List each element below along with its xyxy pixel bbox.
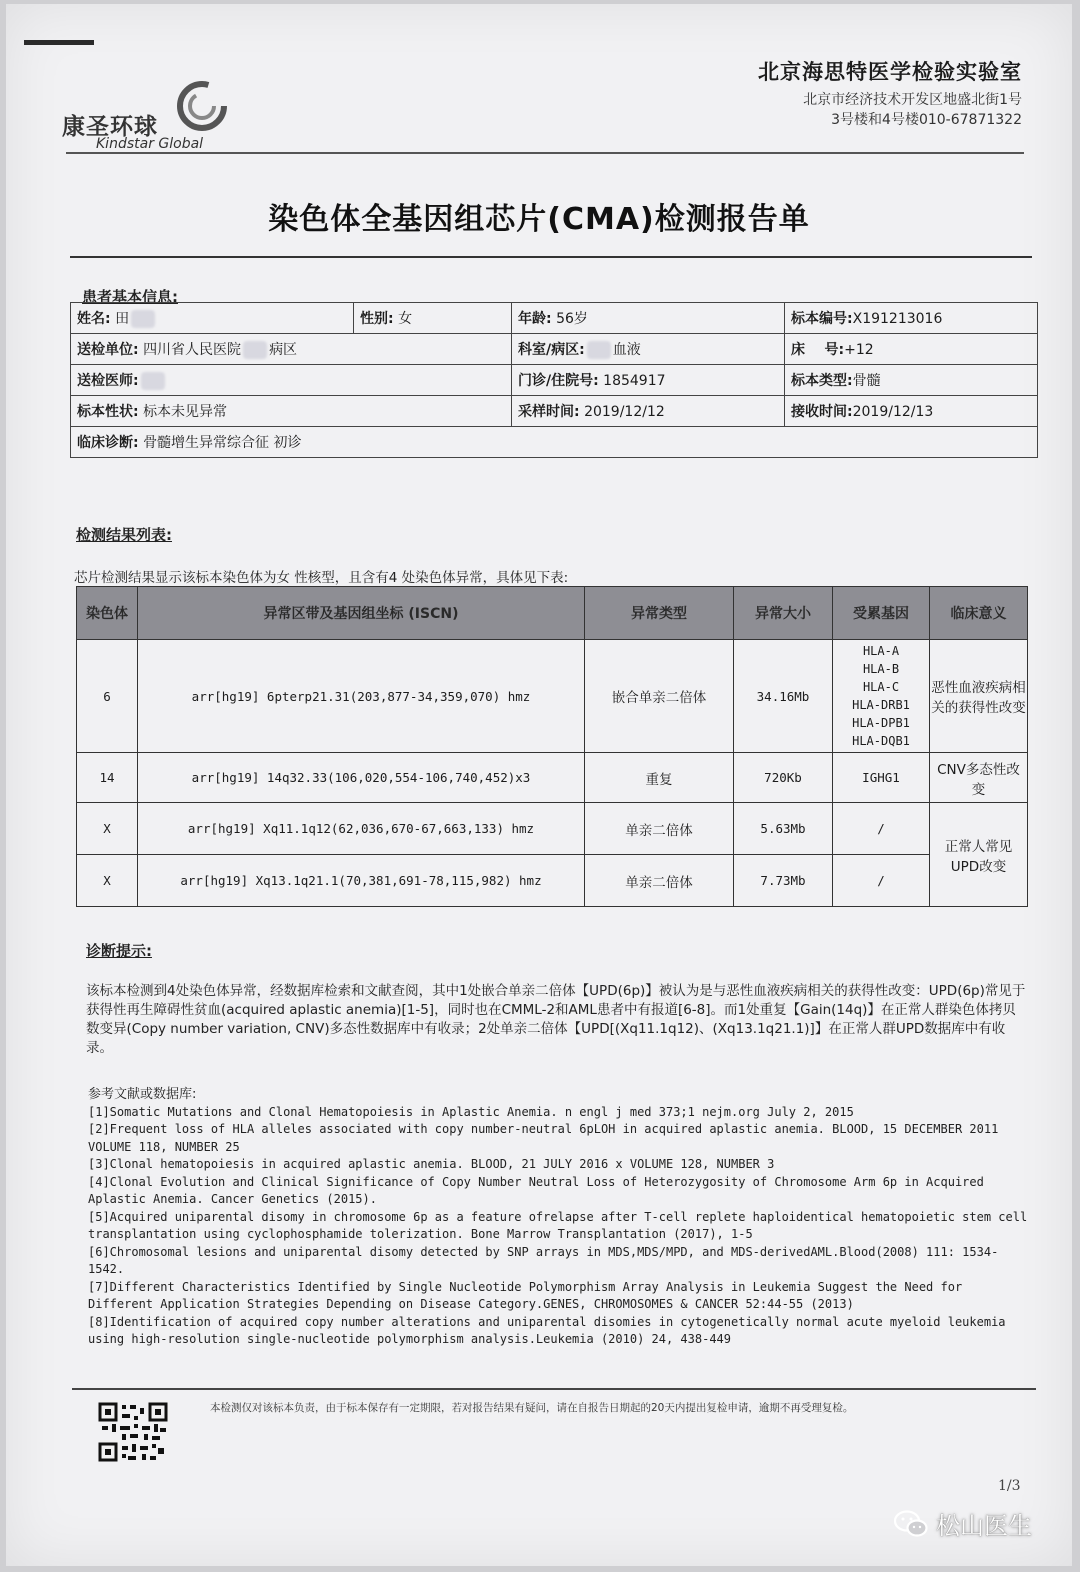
- iscn-cell: arr[hg19] 14q32.33(106,020,554-106,740,452)x3: [138, 753, 585, 803]
- reference-item: [7]Different Characteristics Identified by Single Nucleotide Polymorphism Array Analysis in Leukemia Suggest the Need for Different Application Strategies Depending on Disease Category.GENES, CHROMOSOMES & CANCER 52:44-55 (2013): [88, 1279, 970, 1311]
- chr-cell: 14: [77, 753, 138, 803]
- wechat-icon: [894, 1510, 928, 1538]
- dept-label: 科室/病区:: [518, 342, 585, 358]
- report-title: 染色体全基因组芯片(CMA)检测报告单: [268, 202, 810, 237]
- page-number: 1/3: [998, 1478, 1021, 1494]
- receive-value: 2019/12/13: [852, 404, 934, 420]
- receive-label: 接收时间:: [791, 404, 853, 420]
- header-divider: [66, 152, 1024, 154]
- name-cell: [71, 303, 354, 334]
- col-header: 染色体: [77, 587, 138, 640]
- logo-swirl-icon: [174, 78, 230, 134]
- patient-section-label: 患者基本信息:: [82, 288, 178, 306]
- type-cell: 重复: [585, 753, 734, 803]
- reference-item: [8]Identification of acquired copy number alterations and uniparental disomies in cytogenetically normal acute myeloid leukemia using high-resolution single-nucleotide polymorphism analysis.Leukemia (2010) 24, 438-449: [88, 1314, 1013, 1346]
- doctor-label: 送检医师:: [77, 373, 139, 389]
- diagnosis-label: 临床诊断:: [77, 435, 139, 451]
- reference-item: [3]Clonal hematopoiesis in acquired aplastic anemia. BLOOD, 21 JULY 2016 x VOLUME 128, NUMBER 3: [88, 1157, 775, 1171]
- age-cell: [512, 303, 785, 334]
- significance-cell: 恶性血液疾病相关的获得性改变: [930, 640, 1028, 753]
- name-value: 田: [115, 311, 130, 327]
- kindstar-logo: [62, 78, 242, 158]
- lab-address-1: 北京市经济技术开发区地盛北街1号: [803, 92, 1022, 108]
- size-cell: 5.63Mb: [734, 803, 833, 855]
- unit-label: 送检单位:: [77, 342, 139, 358]
- redaction: [141, 372, 165, 390]
- results-section-label: 检测结果列表:: [76, 526, 172, 544]
- sample-state-value: 标本未见异常: [143, 404, 228, 420]
- iscn-cell: arr[hg19] Xq11.1q12(62,036,670-67,663,133) hmz: [138, 803, 585, 855]
- sex-label: 性别:: [360, 311, 394, 327]
- sample-no-cell: [785, 303, 1038, 334]
- significance-cell: 正常人常见UPD改变: [930, 803, 1028, 907]
- genes-cell: IGHG1: [833, 753, 930, 803]
- results-header-row: [77, 587, 1028, 640]
- sex-value: 女: [398, 311, 413, 327]
- table-row: [77, 855, 1028, 907]
- col-header: 受累基因: [833, 587, 930, 640]
- patient-info-table: [70, 302, 1038, 458]
- sample-no-label: 标本编号:: [791, 311, 853, 327]
- logo-english-name: Kindstar Global: [96, 136, 204, 152]
- iscn-cell: arr[hg19] 6pterp21.31(203,877-34,359,070) hmz: [138, 640, 585, 753]
- sample-type-value: 骨髓: [852, 373, 881, 389]
- genes-cell: /: [833, 803, 930, 855]
- gene: HLA-B: [862, 662, 900, 676]
- report-page: [6, 4, 1072, 1566]
- sample-type-label: 标本类型:: [791, 373, 853, 389]
- collect-cell: [512, 396, 785, 427]
- footer-divider: [72, 1388, 1036, 1390]
- diagnosis-cell: [71, 427, 1038, 458]
- bed-label: 床 号:: [791, 342, 845, 358]
- inpatient-value: 1854917: [603, 373, 666, 389]
- size-cell: 7.73Mb: [734, 855, 833, 907]
- inpatient-label: 门诊/住院号:: [518, 373, 599, 389]
- dept-value: 血液: [612, 342, 641, 358]
- chr-cell: X: [77, 803, 138, 855]
- reference-item: [4]Clonal Evolution and Clinical Significance of Copy Number Neutral Loss of Heterozygosity of Chromosome Arm 6p in Acquired Aplastic Anemia. Cancer Genetics (2015).: [88, 1174, 992, 1206]
- doctor-cell: [71, 365, 512, 396]
- lab-header: [758, 56, 1022, 130]
- reference-item: [1]Somatic Mutations and Clonal Hematopoiesis in Aplastic Anemia. n engl j med 373;1 nejm.org July 2, 2015: [88, 1104, 854, 1119]
- diagnosis-hint-text: 该标本检测到4处染色体异常，经数据库检索和文献查阅，其中1处嵌合单亲二倍体【UPD(6p)】被认为是与恶性血液疾病相关的获得性改变：UPD(6p)常见于获得性再生障碍性贫血(acquired aplastic anemia)[1-5]，同时也在CMML-2和AML患者中有报道[6-8]。而1处重复【Gain(14q)】在正常人群染色体拷贝数变异(Copy number variation, CNV)多态性数据库中有收录；2处单亲二倍体【UPD[(Xq11.1q12)、(Xq13.1q21.1)]】在正常人群UPD数据库中有收录。: [86, 983, 1026, 1056]
- type-cell: 单亲二倍体: [585, 803, 734, 855]
- reference-item: [5]Acquired uniparental disomy in chromosome 6p as a feature ofrelapse after T-cell replete haploidentical hematopoietic stem cell transplantation using cyclophosphamide tolerization. Bone Marrow Transplantation (2017), 1-5: [88, 1209, 1035, 1241]
- unit-cell: [71, 334, 512, 365]
- gene: HLA-DQB1: [852, 734, 910, 748]
- size-cell: 34.16Mb: [734, 640, 833, 753]
- dept-cell: [512, 334, 785, 365]
- sample-type-cell: [785, 365, 1038, 396]
- col-header: 临床意义: [930, 587, 1028, 640]
- gene: HLA-A: [862, 644, 900, 658]
- ward-suffix: 病区: [269, 342, 298, 358]
- sample-no-value: X191213016: [852, 311, 943, 327]
- qr-code-icon: [98, 1402, 168, 1462]
- collect-value: 2019/12/12: [584, 404, 665, 420]
- lab-name: 北京海思特医学检验实验室: [758, 59, 1022, 84]
- gene: HLA-C: [862, 680, 900, 694]
- gene: HLA-DRB1: [852, 698, 910, 712]
- table-row: [77, 803, 1028, 855]
- genes-cell: [833, 640, 930, 753]
- disclaimer: 本检测仅对该标本负责，由于标本保存有一定期限，若对报告结果有疑问，请在自报告日期起的20天内提出复检申请，逾期不再受理复检。: [210, 1402, 854, 1414]
- sex-cell: [354, 303, 512, 334]
- watermark: [894, 1506, 1032, 1541]
- col-header: 异常大小: [734, 587, 833, 640]
- name-label: 姓名:: [77, 311, 111, 327]
- results-summary: 芯片检测结果显示该标本染色体为女 性核型，且含有4 处染色体异常，具体见下表:: [74, 570, 569, 586]
- redaction: [587, 341, 611, 359]
- age-value: 56岁: [556, 311, 588, 327]
- significance-cell: CNV多态性改变: [930, 753, 1028, 803]
- unit-value: 四川省人民医院: [143, 342, 242, 358]
- redaction: [243, 341, 267, 359]
- col-header: 异常区带及基因组坐标 (ISCN): [138, 587, 585, 640]
- lab-address-2: 3号楼和4号楼010-67871322: [831, 112, 1022, 128]
- bed-cell: [785, 334, 1038, 365]
- references: [88, 1086, 1035, 1349]
- size-cell: 720Kb: [734, 753, 833, 803]
- type-cell: 单亲二倍体: [585, 855, 734, 907]
- collect-label: 采样时间:: [518, 404, 580, 420]
- reference-item: [2]Frequent loss of HLA alleles associated with copy number-neutral 6pLOH in acquired aplastic anemia. BLOOD, 15 DECEMBER 2011 VOLUME 118, NUMBER 25: [88, 1122, 1006, 1154]
- logo-chinese-name: 康圣环球: [62, 114, 158, 140]
- chr-cell: X: [77, 855, 138, 907]
- diagnosis-hint-label: 诊断提示:: [86, 942, 152, 960]
- title-divider: [70, 256, 1032, 258]
- references-label: 参考文献或数据库:: [88, 1087, 197, 1102]
- col-header: 异常类型: [585, 587, 734, 640]
- type-cell: 嵌合单亲二倍体: [585, 640, 734, 753]
- table-row: [77, 753, 1028, 803]
- genes-cell: /: [833, 855, 930, 907]
- redaction: [131, 310, 155, 328]
- table-row: [77, 640, 1028, 753]
- age-label: 年龄:: [518, 311, 552, 327]
- inpatient-cell: [512, 365, 785, 396]
- bed-value: +12: [844, 342, 874, 358]
- sample-state-cell: [71, 396, 512, 427]
- receive-cell: [785, 396, 1038, 427]
- gene: HLA-DPB1: [852, 716, 910, 730]
- results-table: [76, 586, 1028, 907]
- watermark-text: 松山医生: [936, 1512, 1032, 1540]
- chr-cell: 6: [77, 640, 138, 753]
- corner-mark: [24, 40, 94, 45]
- sample-state-label: 标本性状:: [77, 404, 139, 420]
- iscn-cell: arr[hg19] Xq13.1q21.1(70,381,691-78,115,982) hmz: [138, 855, 585, 907]
- reference-item: [6]Chromosomal lesions and uniparental disomy detected by SNP arrays in MDS,MDS/MPD, and MDS-derivedAML.Blood(2008) 111: 1534-1542.: [88, 1244, 999, 1276]
- diagnosis-value: 骨髓增生异常综合征 初诊: [143, 435, 302, 451]
